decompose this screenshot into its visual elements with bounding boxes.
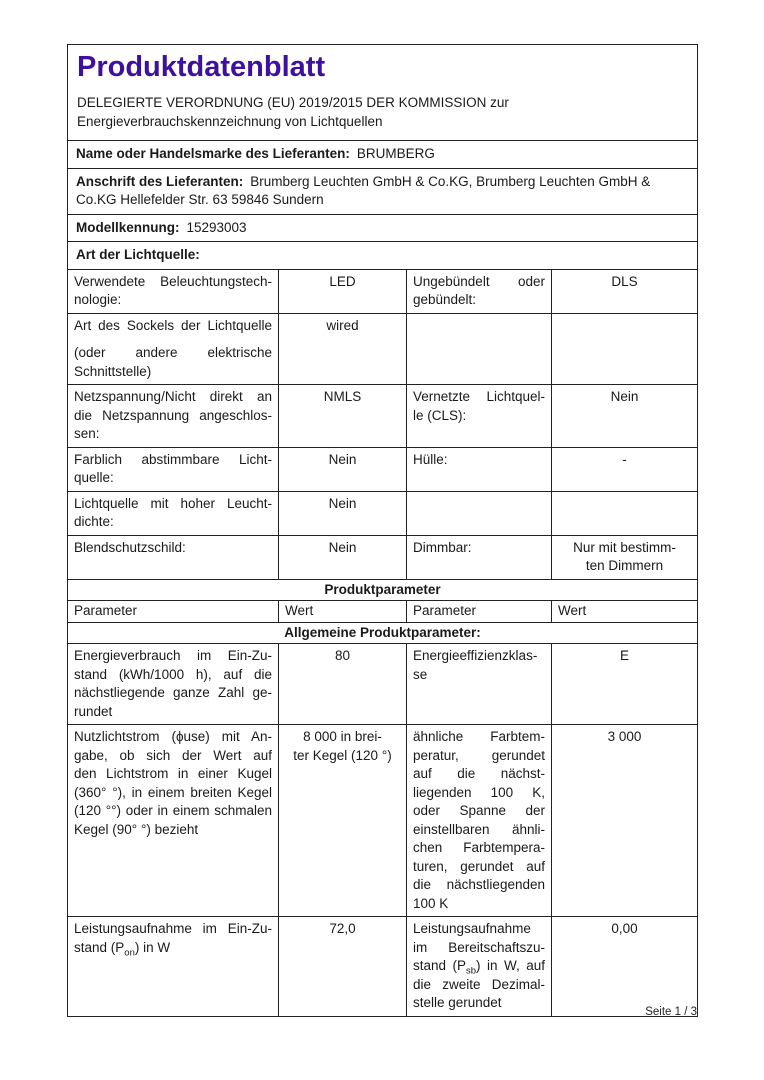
row-sockel bbox=[68, 313, 698, 385]
title-row bbox=[68, 45, 698, 141]
allgemeine-produktparameter-title: Allgemeine Produktparameter: bbox=[68, 622, 698, 644]
supplier-address-value-2: Co.KG Hellefelder Str. 63 59846 Sundern bbox=[76, 192, 324, 207]
param-value-cell: Nur mit bestimm- ten Dimmern bbox=[552, 535, 698, 579]
param-label-cell: Lichtquelle mit hoher Leucht- dichte: bbox=[68, 491, 279, 535]
param-label-cell: Dimmbar: bbox=[407, 535, 552, 579]
param-value-cell: - bbox=[552, 447, 698, 491]
supplier-name-row bbox=[68, 141, 698, 169]
column-header: Parameter bbox=[68, 601, 279, 623]
param-label-cell: Leistungsaufnahme im Bereitschaftszu- stand $(P_{sb})$ in W, auf die zweite Dezimal- stelle gerundet bbox=[407, 917, 552, 1017]
param-value-cell: Nein bbox=[552, 385, 698, 448]
column-header: Parameter bbox=[407, 601, 552, 623]
param-label-cell: Energieverbrauch im Ein-Zu- stand (kWh/1000 h), auf die nächstliegende ganze Zahl ge- rundet bbox=[68, 644, 279, 725]
product-datasheet bbox=[67, 44, 697, 1017]
row-nutzlichtstrom bbox=[68, 725, 698, 917]
param-label-cell: Vernetzte Lichtquel- le (CLS): bbox=[407, 385, 552, 448]
allgemeine-produktparameter-row bbox=[68, 622, 698, 644]
row-beleuchtungstechnologie bbox=[68, 269, 698, 313]
param-value-cell: DLS bbox=[552, 269, 698, 313]
param-value-cell: 8 000 in brei- ter Kegel (120 °) bbox=[279, 725, 407, 917]
param-label-cell: Energieeffizienzklas- se bbox=[407, 644, 552, 725]
supplier-address-label: Anschrift des Lieferanten: bbox=[76, 173, 244, 189]
param-label-cell: Hülle: bbox=[407, 447, 552, 491]
param-value-cell: 80 bbox=[279, 644, 407, 725]
regulation-subtitle: DELEGIERTE VERORDNUNG (EU) 2019/2015 DER KOMMISSION zur Energieverbrauchskennzeichnung von Lichtquellen bbox=[77, 95, 509, 129]
model-label: Modellkennung: bbox=[76, 219, 180, 235]
supplier-name-value: BRUMBERG bbox=[356, 146, 435, 161]
produktparameter-title: Produktparameter bbox=[68, 579, 698, 601]
model-value: 15293003 bbox=[186, 219, 247, 235]
param-label-cell bbox=[407, 313, 552, 385]
param-value-cell: 3 000 bbox=[552, 725, 698, 917]
param-label-cell: Leistungsaufnahme im Ein-Zu- stand $(P_{on})$ in W bbox=[68, 917, 279, 1017]
model-row bbox=[68, 214, 698, 242]
row-leuchtdichte bbox=[68, 491, 698, 535]
column-header: Wert bbox=[279, 601, 407, 623]
param-label-cell: Art des Sockels der Lichtquelle (oder andere elektrische Schnittstelle) bbox=[68, 313, 279, 385]
light-source-section-row bbox=[68, 242, 698, 270]
supplier-name-label: Name oder Handelsmarke des Lieferanten: bbox=[76, 146, 350, 161]
light-source-section-title: Art der Lichtquelle: bbox=[68, 242, 698, 270]
param-value-cell: Nein bbox=[279, 535, 407, 579]
param-label-cell: ähnliche Farbtem- peratur, gerundet auf die nächst- liegenden 100 K, oder Spanne der einstellbaren ähnli- chen Farbtempera- turen, gerundet auf die nächstliegenden 100 K bbox=[407, 725, 552, 917]
param-label-cell: Netzspannung/Nicht direkt an die Netzspannung angeschlos- sen: bbox=[68, 385, 279, 448]
param-value-cell bbox=[552, 313, 698, 385]
param-label-cell: Blendschutzschild: bbox=[68, 535, 279, 579]
param-value-cell: 72,0 bbox=[279, 917, 407, 1017]
param-value-cell: LED bbox=[279, 269, 407, 313]
page-title: Produktdatenblatt bbox=[77, 51, 326, 83]
row-leistungsaufnahme bbox=[68, 917, 698, 1017]
supplier-address-row bbox=[68, 168, 698, 214]
row-netzspannung bbox=[68, 385, 698, 448]
supplier-address-value: Brumberg Leuchten GmbH & Co.KG, Brumberg Leuchten GmbH & bbox=[250, 173, 651, 189]
param-value-cell: NMLS bbox=[279, 385, 407, 448]
param-label-cell: Verwendete Beleuchtungstech- nologie: bbox=[68, 269, 279, 313]
param-value-cell bbox=[552, 491, 698, 535]
param-value-cell: E bbox=[552, 644, 698, 725]
param-label-cell bbox=[407, 491, 552, 535]
param-value-cell: wired bbox=[279, 313, 407, 385]
column-header: Wert bbox=[552, 601, 698, 623]
row-blendschutzschild bbox=[68, 535, 698, 579]
datasheet-table bbox=[67, 44, 698, 1017]
produktparameter-header-row bbox=[68, 579, 698, 601]
param-value-cell: Nein bbox=[279, 491, 407, 535]
param-value-cell: 0,00 bbox=[552, 917, 698, 1017]
row-farblich-abstimmbar bbox=[68, 447, 698, 491]
param-label-cell: Nutzlichtstrom (ϕuse) mit An- gabe, ob sich der Wert auf den Lichtstrom in einer Kugel (360° °), in einem breiten Kegel (120 °°) oder in einem schmalen Kegel (90° °) bezieht bbox=[68, 725, 279, 917]
column-header-row bbox=[68, 601, 698, 623]
param-value-cell: Nein bbox=[279, 447, 407, 491]
param-label-cell: Ungebündelt oder gebündelt: bbox=[407, 269, 552, 313]
row-energieverbrauch bbox=[68, 644, 698, 725]
param-label-cell: Farblich abstimmbare Licht- quelle: bbox=[68, 447, 279, 491]
page-number: Seite 1 / 3 bbox=[645, 1006, 697, 1018]
